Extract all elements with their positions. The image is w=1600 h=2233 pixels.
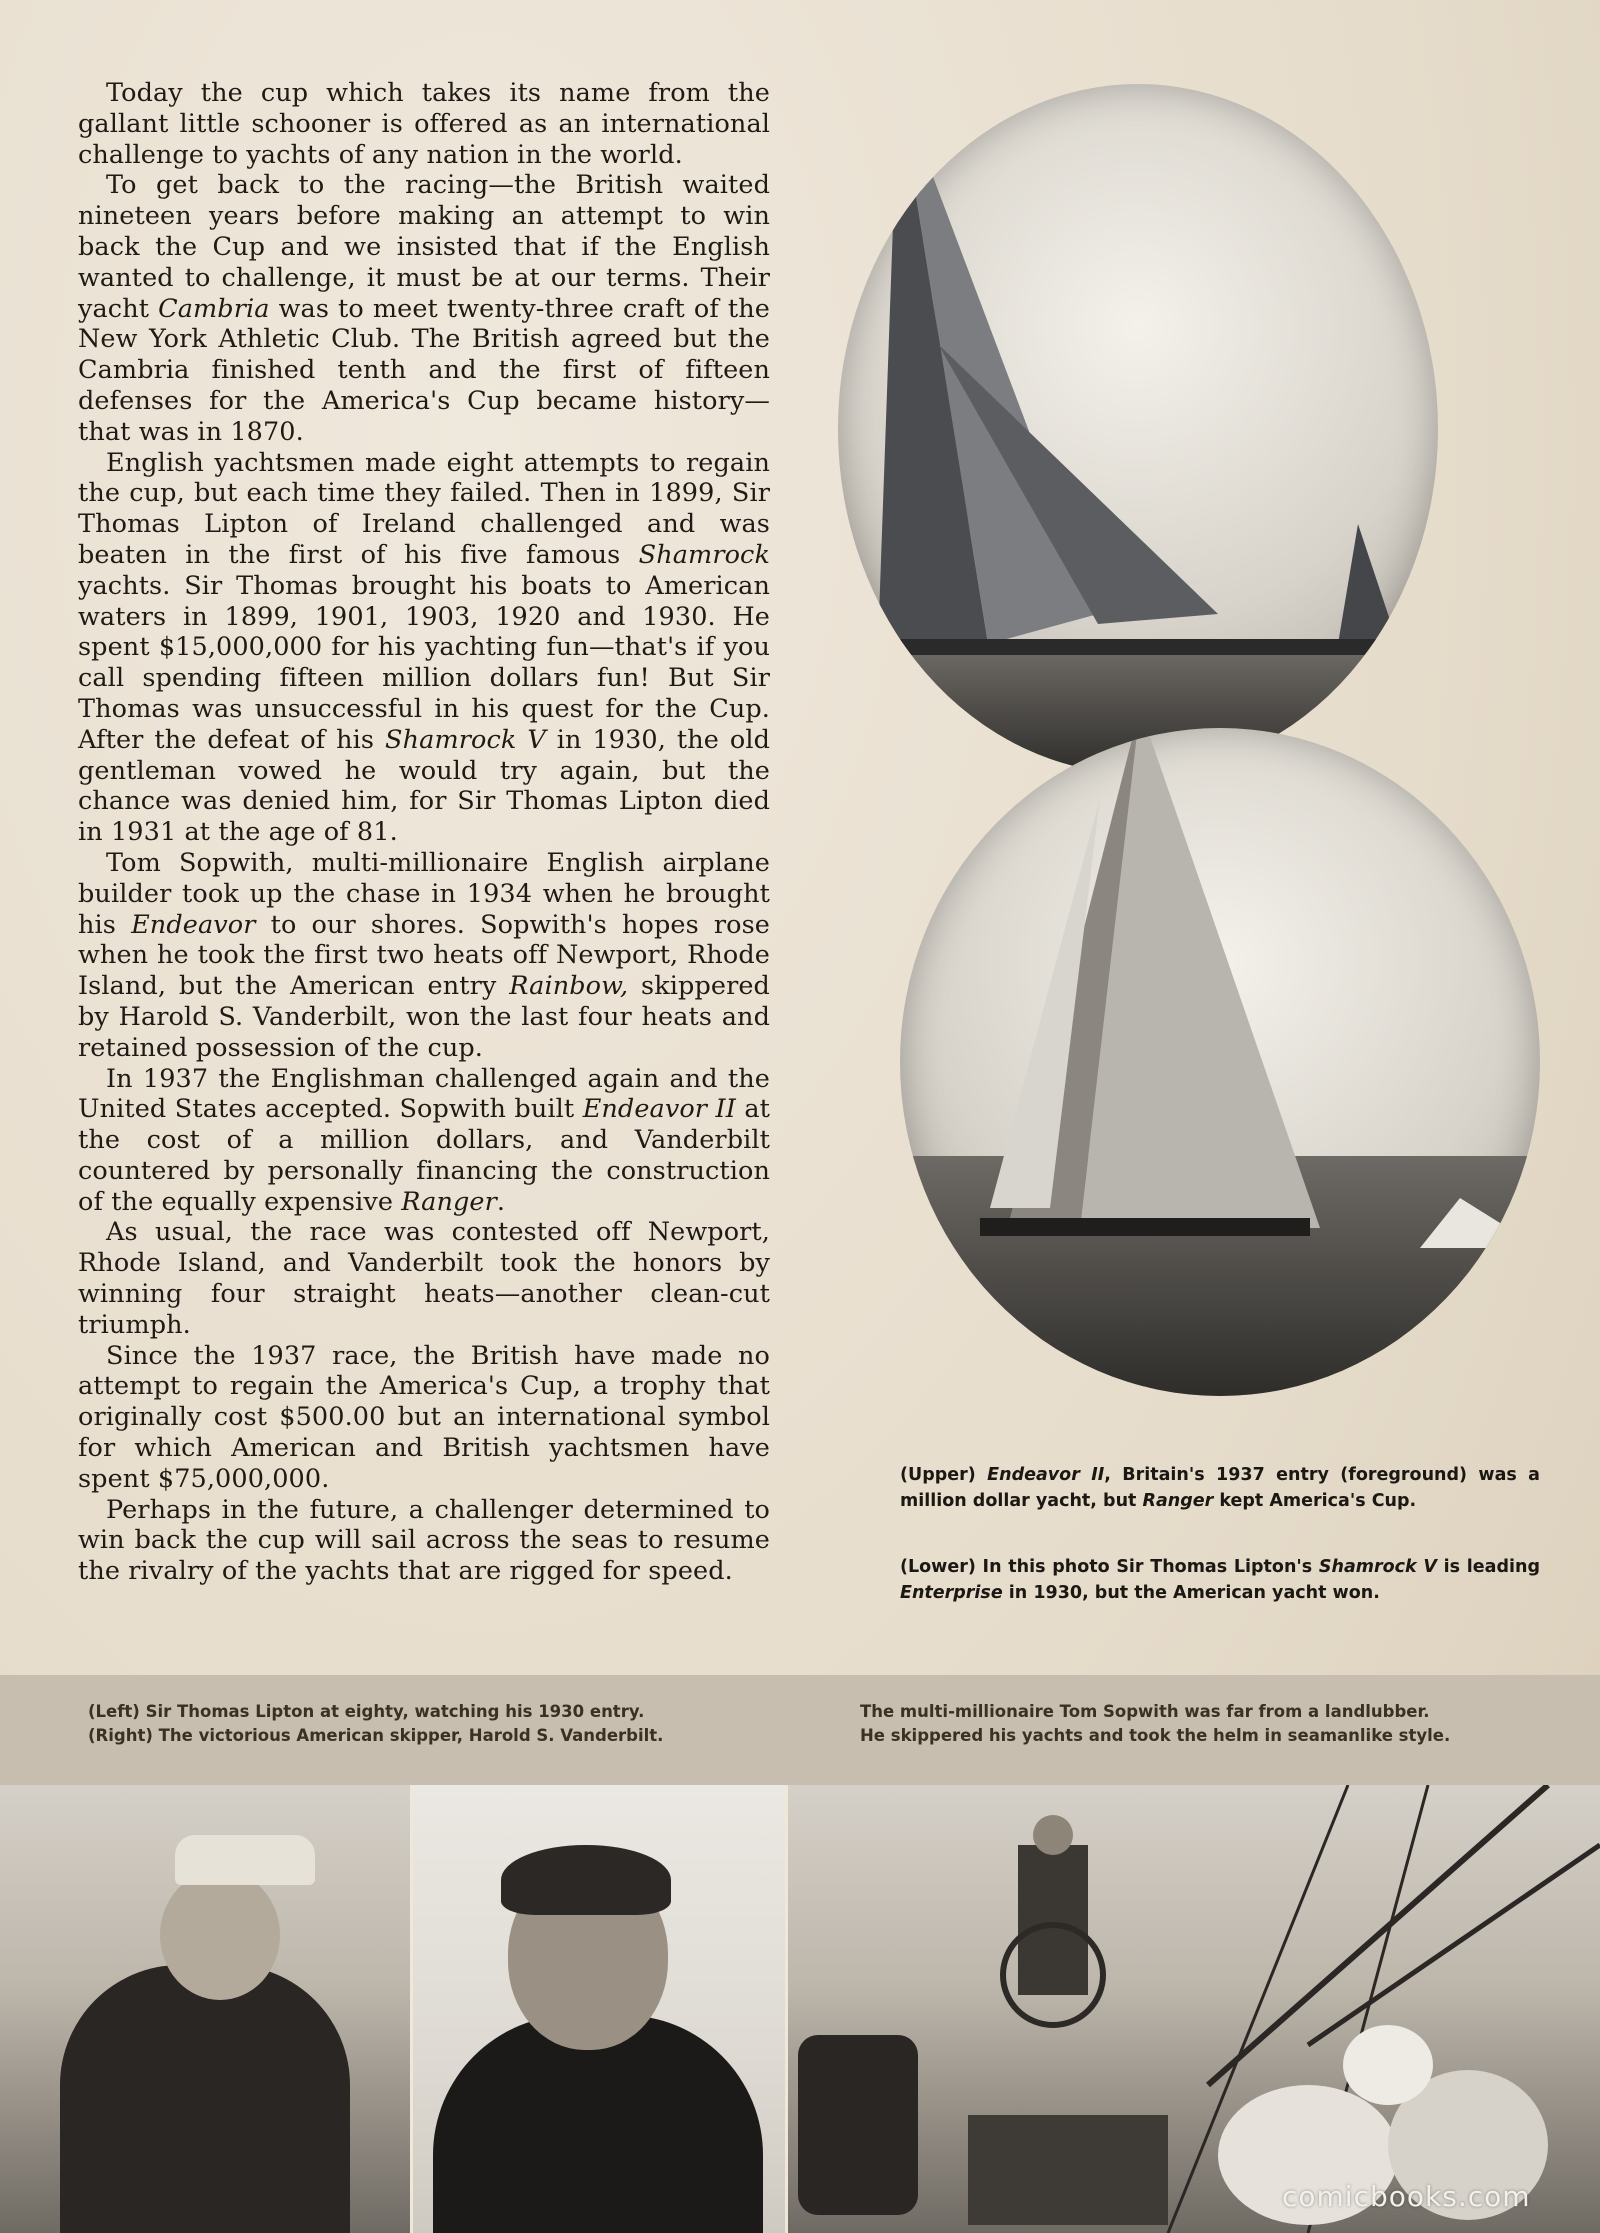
- vanderbilt-portrait-photo: [413, 1785, 785, 2233]
- paragraph: Since the 1937 race, the British have made no attempt to regain the America's Cup, a trophy that originally cost $500.00 but an international symbol for which American and British yachtsmen have spent $75,000,000.: [78, 1340, 770, 1494]
- paragraph: In 1937 the Englishman challenged again and the United States accepted. Sopwith built Endeavor II at the cost of a million dollars, and Vanderbilt countered by personally financing the construction of the equally expensive Ranger.: [78, 1063, 770, 1217]
- photo-caption-lower: (Lower) In this photo Sir Thomas Lipton's Shamrock V is leading Enterprise in 1930, but the American yacht won.: [900, 1557, 1540, 1603]
- upper-yacht-photo: [838, 84, 1438, 774]
- sail-graphic: [900, 728, 1540, 1396]
- sail-graphic: [838, 84, 1438, 774]
- paragraph: Today the cup which takes its name from the gallant little schooner is offered as an international challenge to yachts of any nation in the world.: [78, 78, 770, 170]
- strip-caption-right: The multi-millionaire Tom Sopwith was far from a landlubber. He skippered his yachts and took the helm in seamanlike style.: [860, 1702, 1451, 1745]
- lipton-portrait-photo: [0, 1785, 410, 2233]
- sopwith-helm-photo: [788, 1785, 1600, 2233]
- lower-yacht-photo: [900, 728, 1540, 1396]
- paragraph: As usual, the race was contested off Newport, Rhode Island, and Vanderbilt took the honors by winning four straight heats—another clean-cut triumph.: [78, 1217, 770, 1340]
- article-body: [78, 78, 770, 1587]
- strip-caption-left: (Left) Sir Thomas Lipton at eighty, watching his 1930 entry. (Right) The victorious American skipper, Harold S. Vanderbilt.: [88, 1702, 664, 1745]
- paragraph: English yachtsmen made eight attempts to regain the cup, but each time they failed. Then in 1899, Sir Thomas Lipton of Ireland challenged and was beaten in the first of his five famous Shamrock yachts. Sir Thomas brought his boats to American waters in 1899, 1901, 1903, 1920 and 1930. He spent $15,000,000 for his yachting fun—that's if you call spending fifteen million dollars fun! But Sir Thomas was unsuccessful in his quest for the Cup. After the defeat of his Shamrock V in 1930, the old gentleman vowed he would try again, but the chance was denied him, for Sir Thomas Lipton died in 1931 at the age of 81.: [78, 447, 770, 848]
- paragraph: To get back to the racing—the British waited nineteen years before making an attempt to win back the Cup and we insisted that if the English wanted to challenge, it must be at our terms. Their yacht Cambria was to meet twenty-three craft of the New York Athletic Club. The British agreed but the Cambria finished tenth and the first of fifteen defenses for the America's Cup became history—that was in 1870.: [78, 170, 770, 447]
- photo-caption-upper: (Upper) Endeavor II, Britain's 1937 entry (foreground) was a million dollar yacht, but Ranger kept America's Cup.: [900, 1465, 1540, 1511]
- paragraph: Perhaps in the future, a challenger determined to win back the cup will sail across the seas to resume the rivalry of the yachts that are rigged for speed.: [78, 1494, 770, 1587]
- watermark-logo: comicbooks.com: [1282, 2180, 1531, 2213]
- paragraph: Tom Sopwith, multi-millionaire English airplane builder took up the chase in 1934 when he brought his Endeavor to our shores. Sopwith's hopes rose when he took the first two heats off Newport, Rhode Island, but the American entry Rainbow, skippered by Harold S. Vanderbilt, won the last four heats and retained possession of the cup.: [78, 847, 770, 1063]
- deck-graphic: [788, 1785, 1600, 2233]
